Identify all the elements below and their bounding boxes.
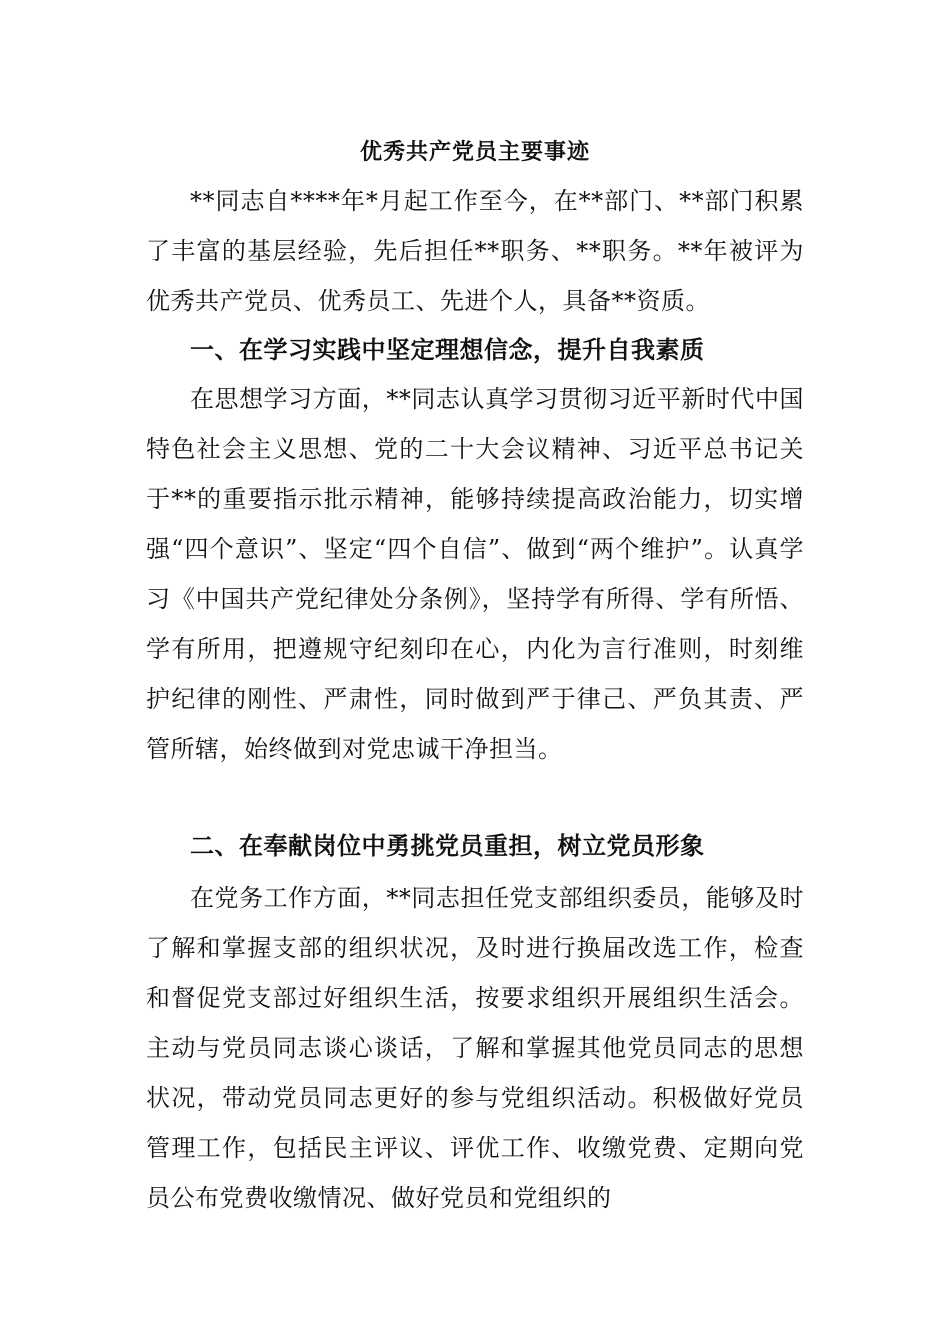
intro-paragraph: **同志自****年*月起工作至今，在**部门、**部门积累了丰富的基层经验，先后担任**职务、**职务。**年被评为优秀共产党员、优秀员工、先进个人，具备**资质。: [146, 187, 804, 315]
section-paragraph-2: 在党务工作方面，**同志担任党支部组织委员，能够及时了解和掌握支部的组织状况，及时进行换届改选工作，检查和督促党支部过好组织生活，按要求组织开展组织生活会。主动与党员同志谈心谈话，了解和掌握其他党员同志的思想状况，带动党员同志更好的参与党组织活动。积极做好党员管理工作，包括民主评议、评优工作、收缴党费、定期向党员公布党费收缴情况、做好党员和党组织的: [146, 884, 804, 1212]
document-title: 优秀共产党员主要事迹: [359, 139, 590, 165]
section-heading-1: 一、在学习实践中坚定理想信念，提升自我素质: [190, 335, 705, 364]
section-heading-2: 二、在奉献岗位中勇挑党员重担，树立党员形象: [190, 831, 705, 860]
section-paragraph-1: 在思想学习方面，**同志认真学习贯彻习近平新时代中国特色社会主义思想、党的二十大会议精神、习近平总书记关于**的重要指示批示精神，能够持续提高政治能力，切实增强“四个意识”、坚定“四个自信”、做到“两个维护”。认真学习《中国共产党纪律处分条例》，坚持学有所得、学有所悟、学有所用，把遵规守纪刻印在心，内化为言行准则，时刻维护纪律的刚性、严肃性，同时做到严于律己、严负其责、严管所辖，始终做到对党忠诚干净担当。: [146, 385, 804, 763]
